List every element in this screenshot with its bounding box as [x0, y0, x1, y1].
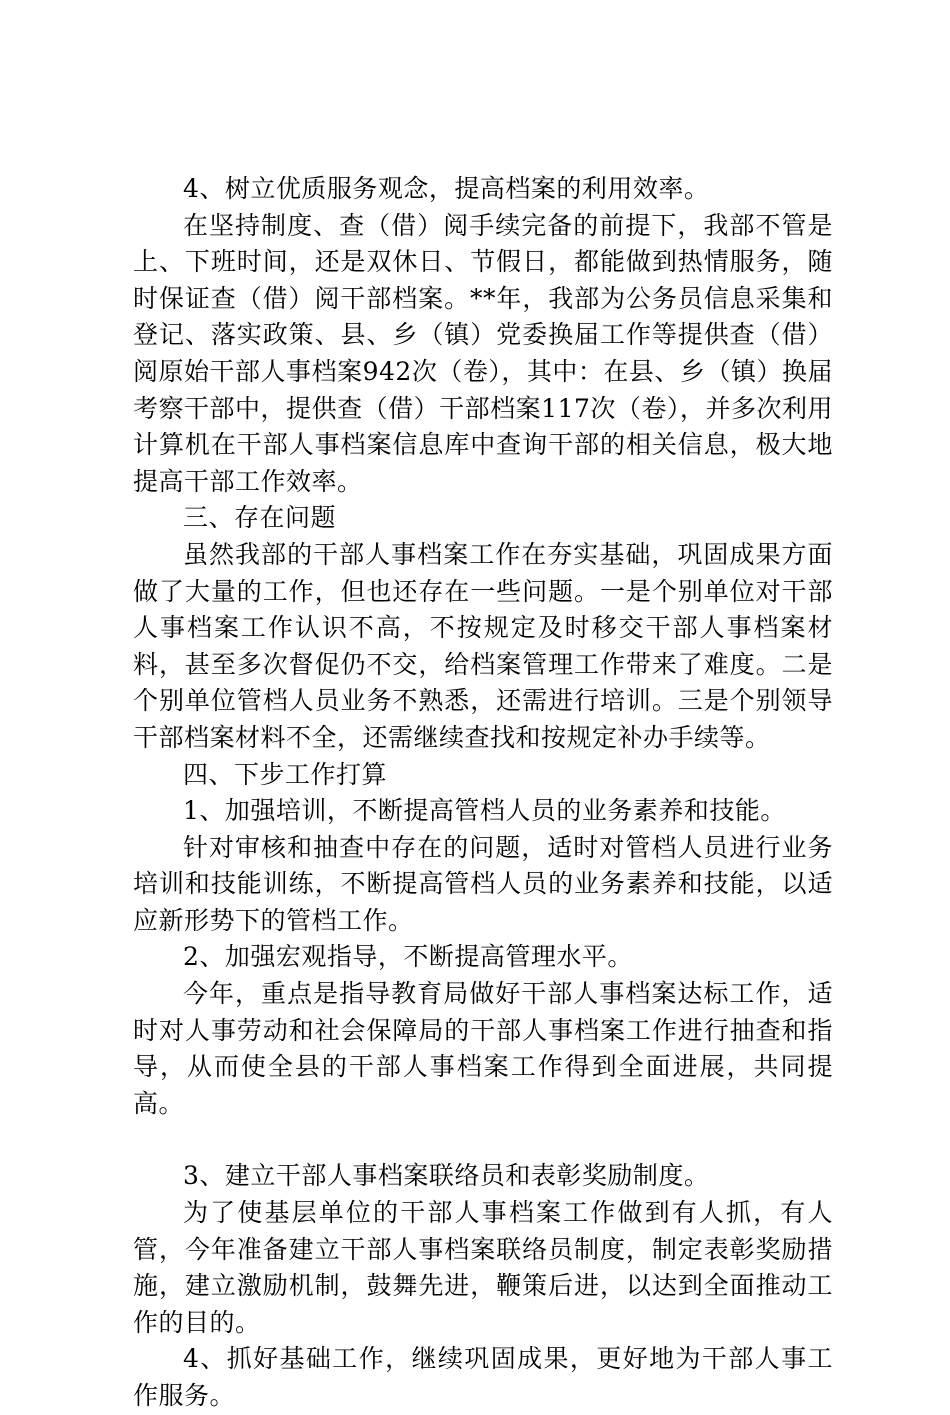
section-heading-next-steps: 四、下步工作打算: [183, 759, 388, 789]
heading-training: 1、加强培训，不断提高管档人员的业务素养和技能。: [183, 796, 786, 826]
paragraph-guidance: 今年，重点是指导教育局做好干部人事档案达标工作，适时对人事劳动和社会保障局的干部人事档案工作进行抽查和指导，从而使全县的干部人事档案工作得到全面进展，共同提高。: [133, 979, 833, 1118]
paragraph-training: 针对审核和抽查中存在的问题，适时对管档人员进行业务培训和技能训练，不断提高管档人员的业务素养和技能，以适应新形势下的管档工作。: [133, 832, 833, 935]
section-heading-problems: 三、存在问题: [183, 503, 337, 533]
paragraph-liaison-system: 为了使基层单位的干部人事档案工作做到有人抓，有人管，今年准备建立干部人事档案联络员制度，制定表彰奖励措施，建立激励机制，鼓舞先进，鞭策后进，以达到全面推动工作的目的。: [133, 1198, 833, 1337]
heading-guidance: 2、加强宏观指导，不断提高管理水平。: [183, 942, 633, 972]
paragraph-problems: 虽然我部的干部人事档案工作在夯实基础，巩固成果方面做了大量的工作，但也还存在一些问题。一是个别单位对干部人事档案工作认识不高，不按规定及时移交干部人事档案材料，甚至多次督促仍不交，给档案管理工作带来了难度。二是个别单位管档人员业务不熟悉，还需进行培训。三是个别领导干部档案材料不全，还需继续查找和按规定补办手续等。: [133, 539, 833, 752]
heading-liaison-system: 3、建立干部人事档案联络员和表彰奖励制度。: [183, 1161, 710, 1191]
heading-improve-service: 4、树立优质服务观念，提高档案的利用效率。: [183, 174, 710, 203]
heading-foundation-work: 4、抓好基础工作，继续巩固成果，更好地为干部人事工作服务。: [133, 1344, 833, 1410]
paragraph-service-details: 在坚持制度、查（借）阅手续完备的前提下，我部不管是上、下班时间，还是双休日、节假日，都能做到热情服务，随时保证查（借）阅干部档案。**年，我部为公务员信息采集和登记、落实政策、县、乡（镇）党委换届工作等提供查（借）阅原始干部人事档案942次（卷），其中：在县、乡（镇）换届考察干部中，提供查（借）干部档案117次（卷），并多次利用计算机在干部人事档案信息库中查询干部的相关信息，极大地提高干部工作效率。: [133, 210, 833, 496]
document-body: [133, 171, 833, 1415]
paragraph-spacer: [133, 1122, 833, 1158]
